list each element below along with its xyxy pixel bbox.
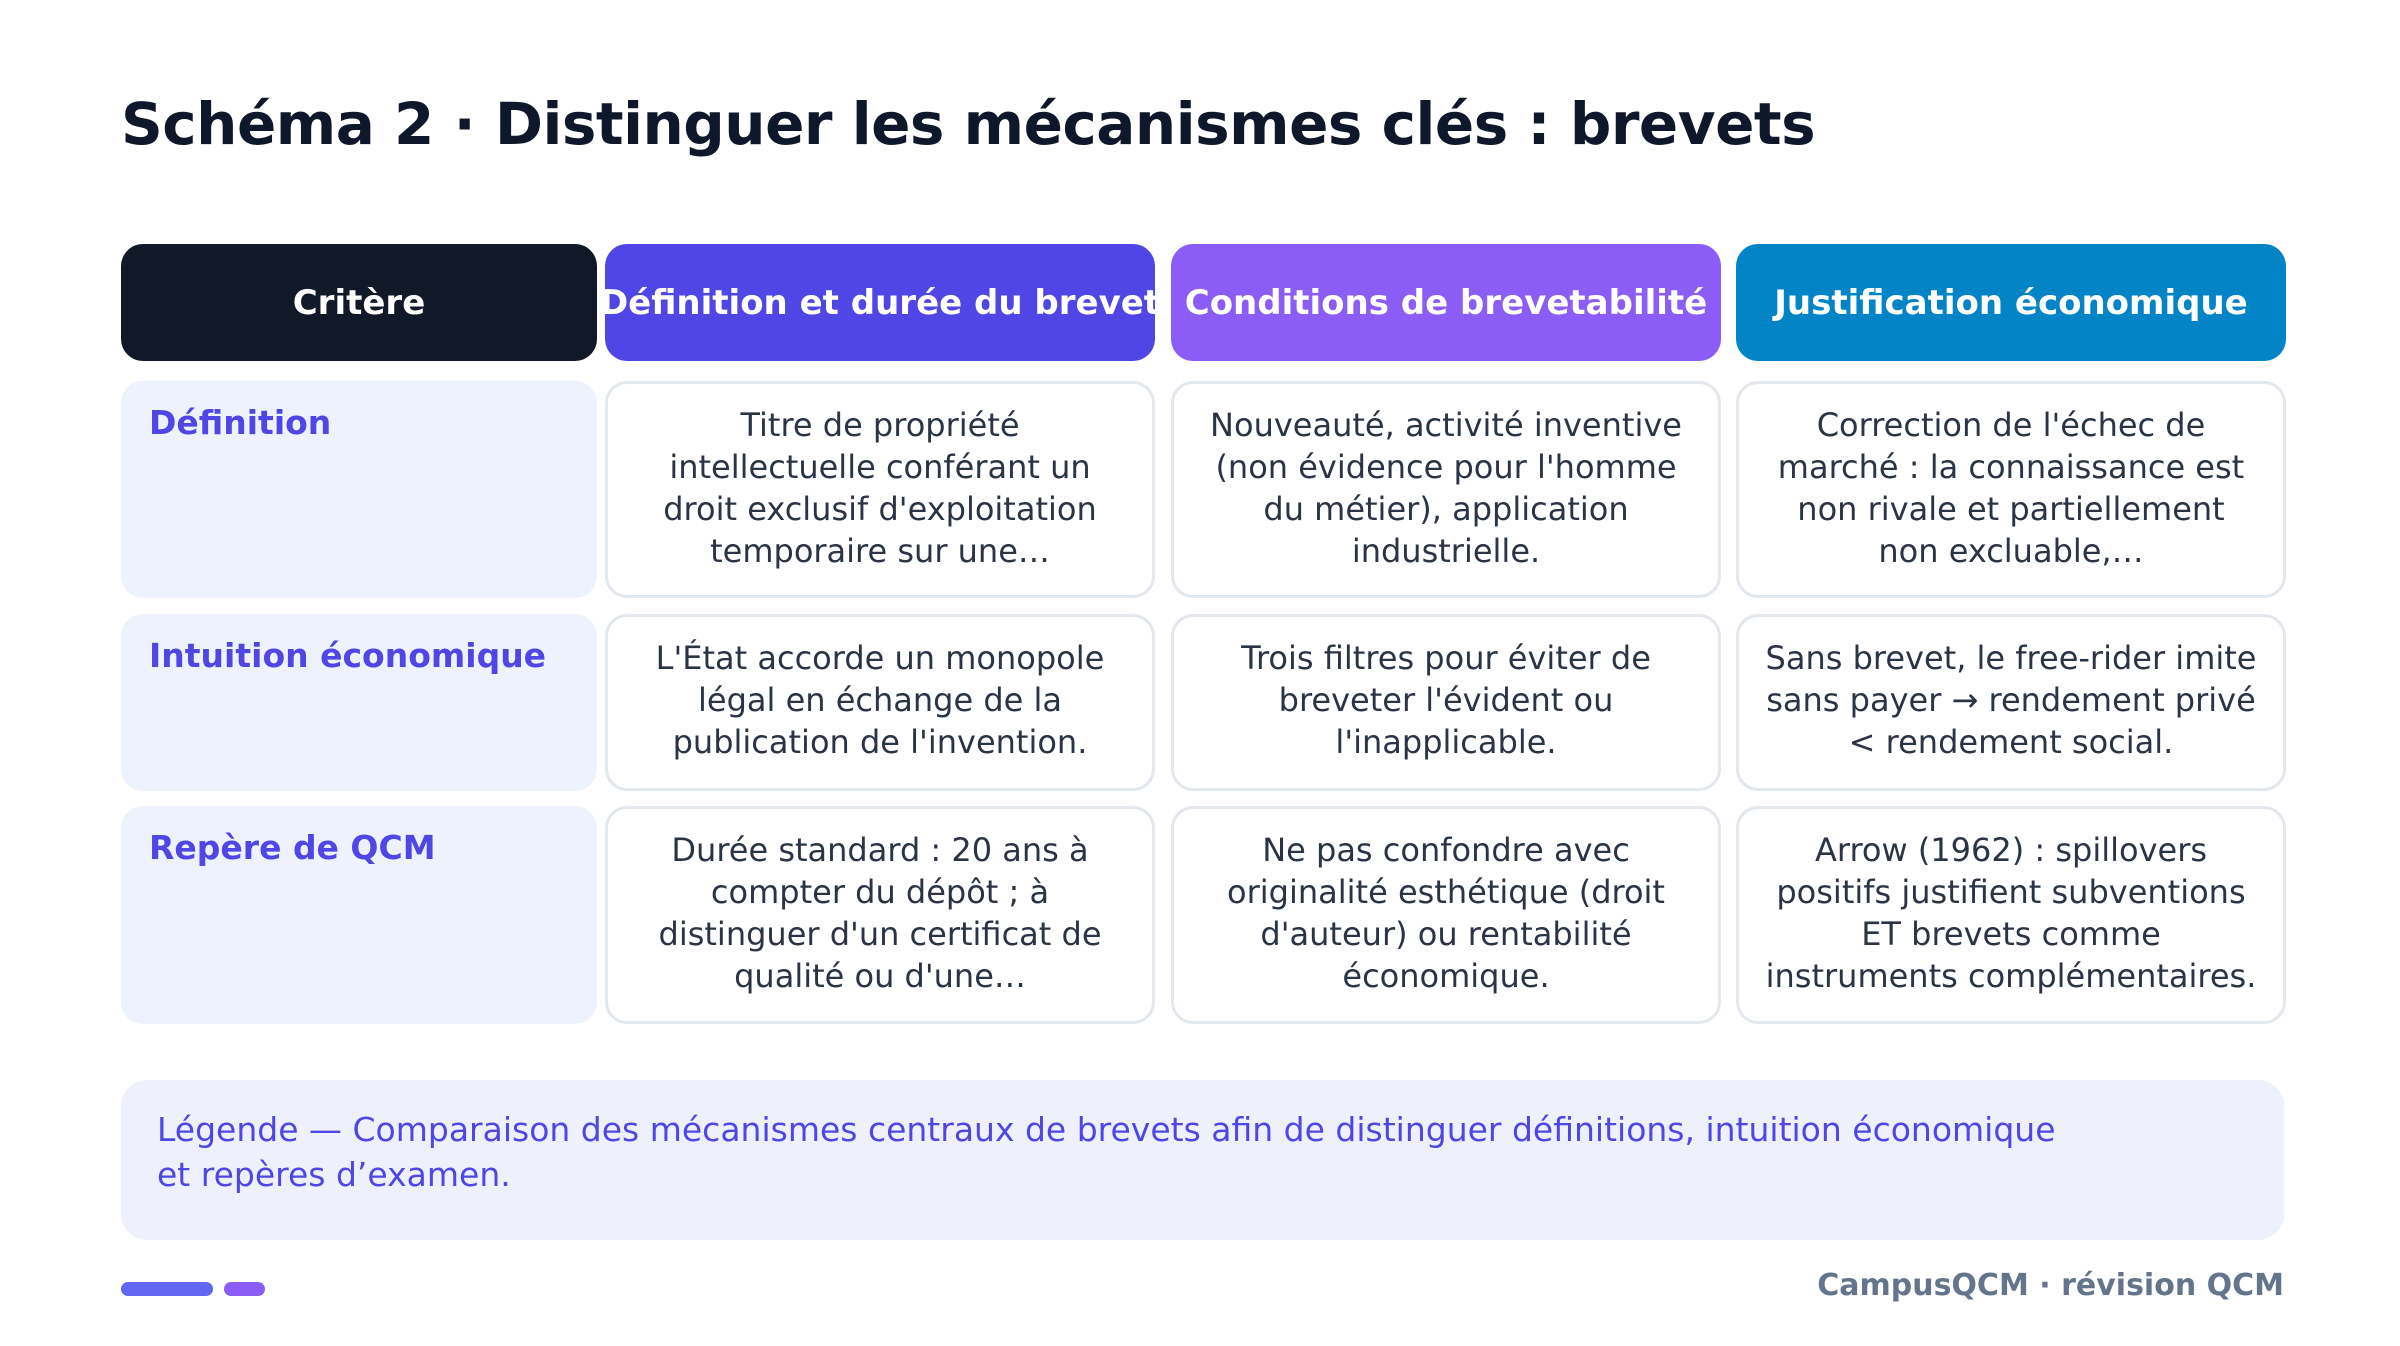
progress-dot-primary bbox=[121, 1282, 213, 1296]
legend-box bbox=[121, 1080, 2284, 1240]
header-patentability-conditions: Conditions de brevetabilité bbox=[1171, 244, 1721, 361]
table-cell: Correction de l'échec de marché : la connaissance est non rivale et partiellement non excluable,… bbox=[1736, 381, 2286, 598]
row-label-definition: Définition bbox=[121, 381, 597, 598]
footer-brand: CampusQCM · révision QCM bbox=[1817, 1268, 2284, 1303]
row-label-qcm-marker: Repère de QCM bbox=[121, 806, 597, 1024]
table-cell: Titre de propriété intellectuelle conférant un droit exclusif d'exploitation temporaire sur une… bbox=[605, 381, 1155, 598]
table-cell: L'État accorde un monopole légal en échange de la publication de l'invention. bbox=[605, 614, 1155, 791]
progress-dot-secondary bbox=[224, 1282, 265, 1296]
header-economic-justification: Justification économique bbox=[1736, 244, 2286, 361]
row-label-economic-intuition: Intuition économique bbox=[121, 614, 597, 791]
header-criterion: Critère bbox=[121, 244, 597, 361]
legend-text: Légende — Comparaison des mécanismes centraux de brevets afin de distinguer définitions, intuition économique et repères d’examen. bbox=[157, 1110, 2056, 1194]
page-title: Schéma 2 · Distinguer les mécanismes clés : brevets bbox=[121, 90, 1816, 158]
table-cell: Ne pas confondre avec originalité esthétique (droit d'auteur) ou rentabilité économique. bbox=[1171, 806, 1721, 1024]
header-definition-duration: Définition et durée du brevet bbox=[605, 244, 1155, 361]
table-cell: Durée standard : 20 ans à compter du dépôt ; à distinguer d'un certificat de qualité ou d'une… bbox=[605, 806, 1155, 1024]
table-cell: Trois filtres pour éviter de breveter l'évident ou l'inapplicable. bbox=[1171, 614, 1721, 791]
table-cell: Sans brevet, le free-rider imite sans payer → rendement privé < rendement social. bbox=[1736, 614, 2286, 791]
table-cell: Nouveauté, activité inventive (non évidence pour l'homme du métier), application industrielle. bbox=[1171, 381, 1721, 598]
table-cell: Arrow (1962) : spillovers positifs justifient subventions ET brevets comme instruments complémentaires. bbox=[1736, 806, 2286, 1024]
